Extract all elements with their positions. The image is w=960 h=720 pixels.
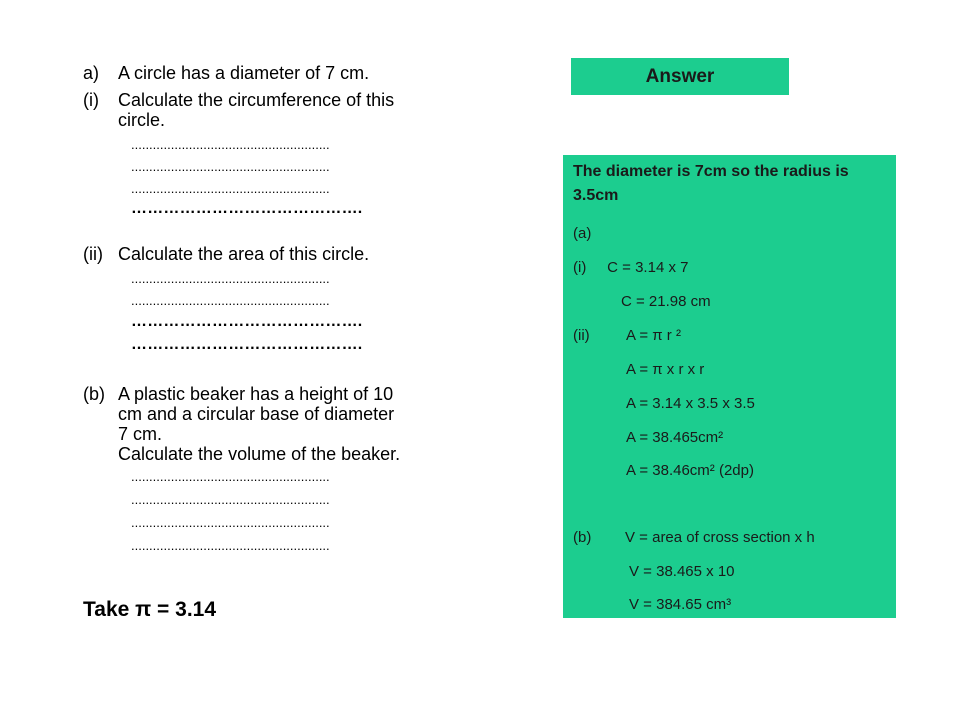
answer-line: A = 38.465cm² [626,429,724,446]
question-ii-text: Calculate the area of this circle. [118,244,370,264]
answer-line: ....................................................... [131,538,330,553]
question-b-line1: A plastic beaker has a height of 10 [118,384,394,404]
question-b-line2: cm and a circular base of diameter [118,404,395,424]
answer-line: (i) C = 3.14 x 7 [573,259,689,276]
answer-line: A = π x r x r [626,361,705,378]
answer-line: V = 38.465 x 10 [629,563,735,580]
answer-line: ....................................................... [131,469,330,484]
answer-line: (a) [573,225,592,242]
question-ii-label: (ii) [83,244,103,264]
question-i-text-line2: circle. [118,110,166,130]
question-i-label: (i) [83,90,99,110]
answer-line: ……………………………………. [131,200,363,217]
answer-line: V = area of cross section x h [625,529,815,546]
answer-line: ....................................................... [131,515,330,530]
question-a-label: a) [83,63,100,83]
answer-line: A = 3.14 x 3.5 x 3.5 [626,395,755,412]
answer-line: (ii) [573,327,590,344]
answer-line: (b) [573,529,592,546]
answer-line: V = 384.65 cm³ [629,596,732,613]
answer-line: A = 38.46cm² (2dp) [626,462,754,479]
answer-line: ....................................................... [131,271,330,286]
answer-line: A = π r ² [626,327,681,344]
question-b-line3: 7 cm. [118,424,163,444]
answer-button[interactable]: Answer [571,58,789,95]
answer-line: ....................................................... [131,293,330,308]
question-i-text-line1: Calculate the circumference of this [118,90,395,110]
answer-intro: The diameter is 7cm so the radius is 3.5cm [573,163,849,204]
take-pi-note: Take π = 3.14 [83,598,217,621]
answer-line: ……………………………………. [131,313,363,330]
question-b-label: (b) [83,384,105,404]
answer-line: ....................................................... [131,159,330,174]
answer-line: ....................................................... [131,492,330,507]
answer-panel [563,155,896,618]
question-b-line4: Calculate the volume of the beaker. [118,444,401,464]
question-a-text: A circle has a diameter of 7 cm. [118,63,370,83]
answer-line: ....................................................... [131,137,330,152]
answer-line: ……………………………………. [131,336,363,353]
answer-line: C = 21.98 cm [621,293,711,310]
answer-line: ....................................................... [131,181,330,196]
